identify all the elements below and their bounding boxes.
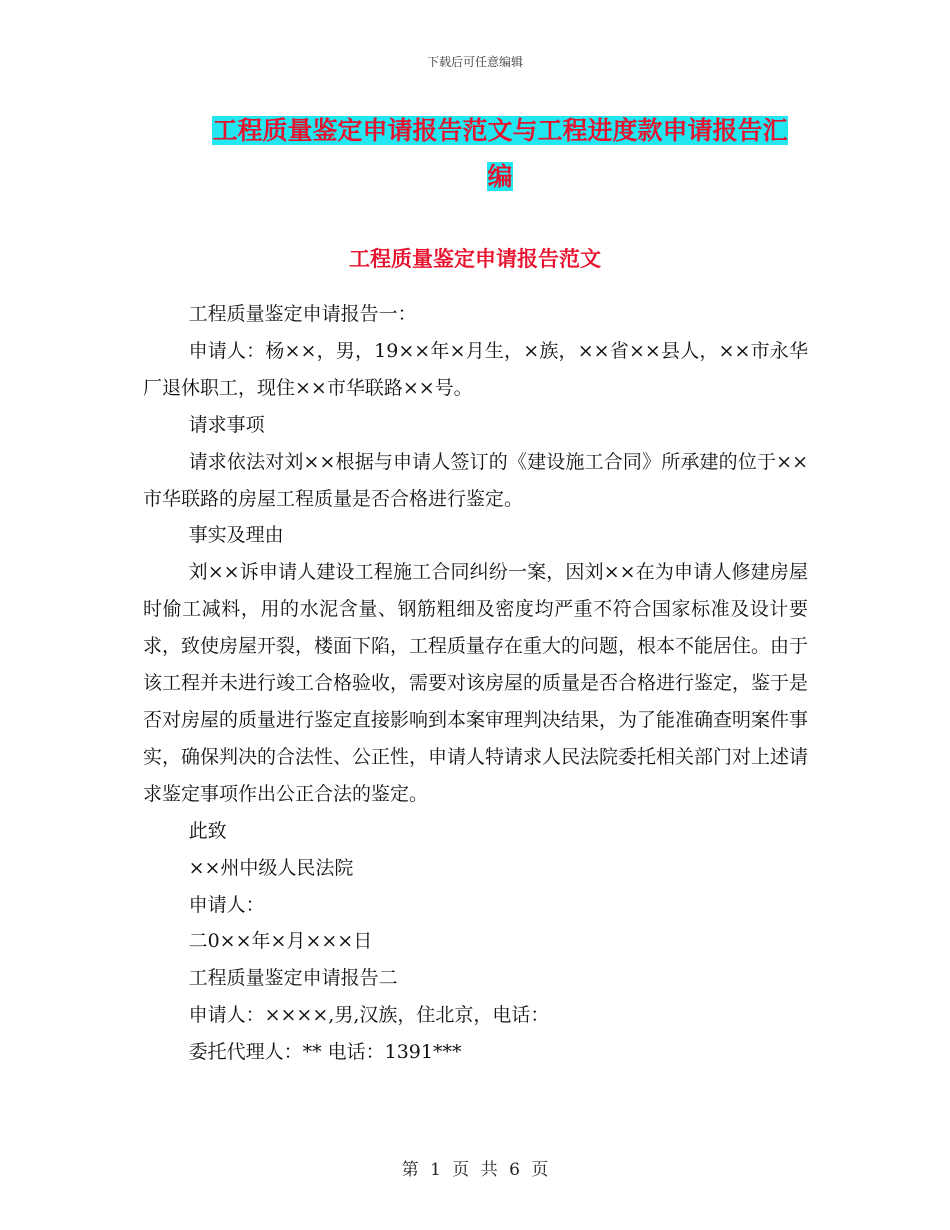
applicant-two-info: 申请人：××××,男,汉族，住北京，电话： (188, 1004, 550, 1027)
title-line-2: 编 (487, 162, 513, 191)
report-two-heading: 工程质量鉴定申请报告二 (188, 967, 398, 990)
section-title: 工程质量鉴定申请报告范文 (349, 246, 601, 271)
facts-heading: 事实及理由 (188, 524, 284, 547)
document-title (150, 108, 850, 200)
header-note: 下载后可任意编辑 (426, 55, 523, 69)
applicant-signature-label: 申请人： (188, 893, 265, 916)
report-one-heading: 工程质量鉴定申请报告一： (188, 303, 417, 325)
applicant-info: 申请人：杨××，男，19××年×月生，×族，××省××县人，××市永华厂退休职工，现住××市华联路××号。 (143, 339, 808, 399)
title-line-1: 工程质量鉴定申请报告范文与工程进度款申请报告汇 (212, 116, 788, 145)
agent-info: 委托代理人：** 电话：1391*** (188, 1041, 462, 1064)
request-text: 请求依法对刘××根据与申请人签订的《建设施工合同》所承建的位于××市华联路的房屋工程质量是否合格进行鉴定。 (143, 450, 808, 510)
salutation: 此致 (188, 819, 227, 842)
date-line: 二0××年×月×××日 (188, 930, 373, 953)
page-number: 第 1 页 共 6 页 (401, 1160, 549, 1180)
document-body (143, 296, 808, 1071)
request-heading: 请求事项 (188, 413, 265, 436)
court-name: ××州中级人民法院 (188, 856, 354, 879)
facts-text: 刘××诉申请人建设工程施工合同纠纷一案，因刘××在为申请人修建房屋时偷工减料，用的水泥含量、钢筋粗细及密度均严重不符合国家标准及设计要求，致使房屋开裂，楼面下陷，工程质量存在重大的问题，根本不能居住。由于该工程并未进行竣工合格验收，需要对该房屋的质量是否合格进行鉴定，鉴于是否对房屋的质量进行鉴定直接影响到本案审理判决结果，为了能准确查明案件事实，确保判决的合法性、公正性，申请人特请求人民法院委托相关部门对上述请求鉴定事项作出公正合法的鉴定。 (143, 561, 809, 805)
